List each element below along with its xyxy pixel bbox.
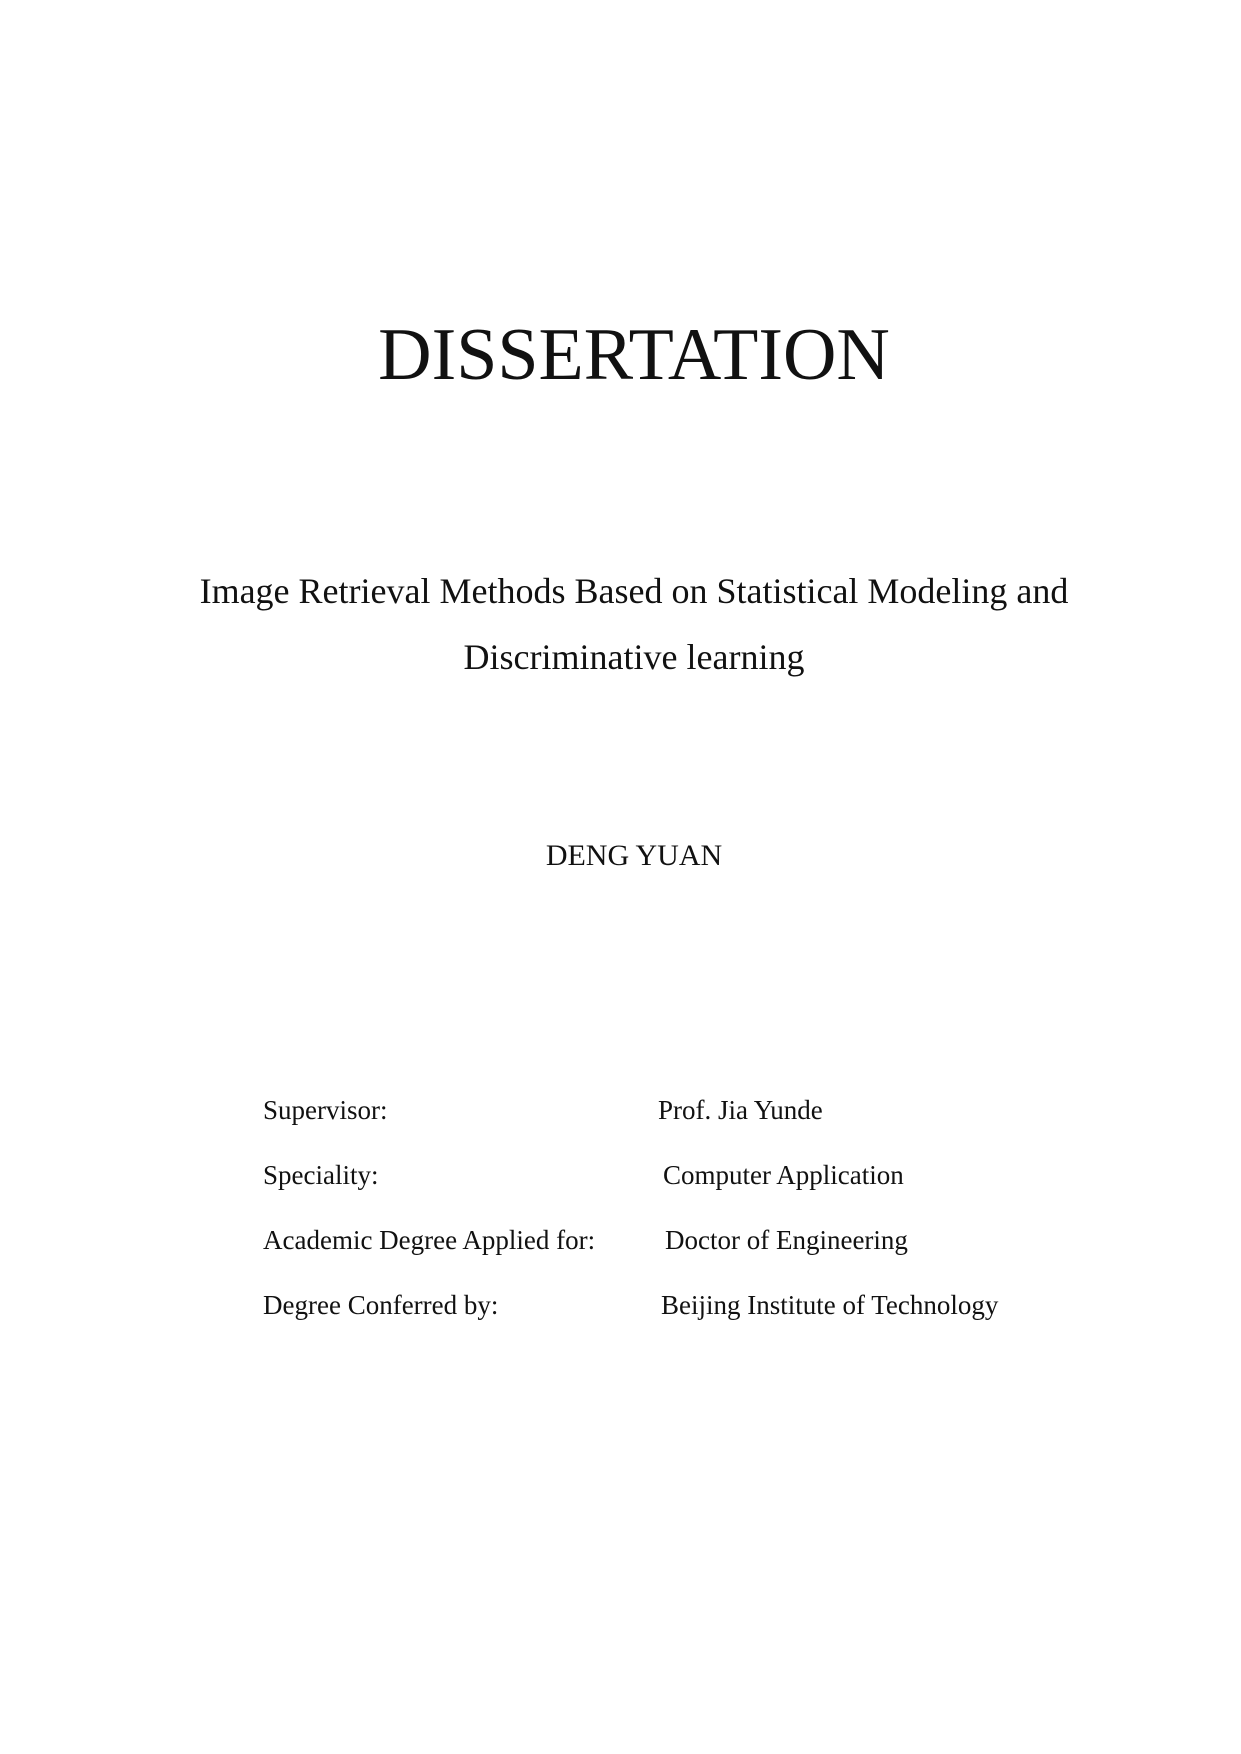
detail-row-degree-applied	[263, 1220, 1063, 1285]
detail-row-supervisor	[263, 1090, 1063, 1155]
supervisor-label: Supervisor:	[263, 1095, 388, 1125]
degree-applied-value: Doctor of Engineering	[665, 1225, 908, 1255]
speciality-label: Speciality:	[263, 1160, 379, 1190]
title-line-2: Discriminative learning	[463, 637, 805, 677]
supervisor-value: Prof. Jia Yunde	[658, 1095, 823, 1125]
conferred-by-label: Degree Conferred by:	[263, 1290, 499, 1320]
conferred-by-value: Beijing Institute of Technology	[661, 1290, 999, 1320]
detail-row-speciality	[263, 1155, 1063, 1220]
speciality-value: Computer Application	[663, 1160, 904, 1190]
dissertation-title	[0, 558, 1241, 690]
detail-row-conferred-by	[263, 1285, 1063, 1350]
degree-applied-label: Academic Degree Applied for:	[263, 1225, 596, 1255]
degree-details	[263, 1090, 1063, 1350]
document-type-heading: DISSERTATION	[378, 314, 890, 396]
title-line-1: Image Retrieval Methods Based on Statistical Modeling and	[199, 571, 1069, 611]
author-name: DENG YUAN	[545, 839, 723, 872]
